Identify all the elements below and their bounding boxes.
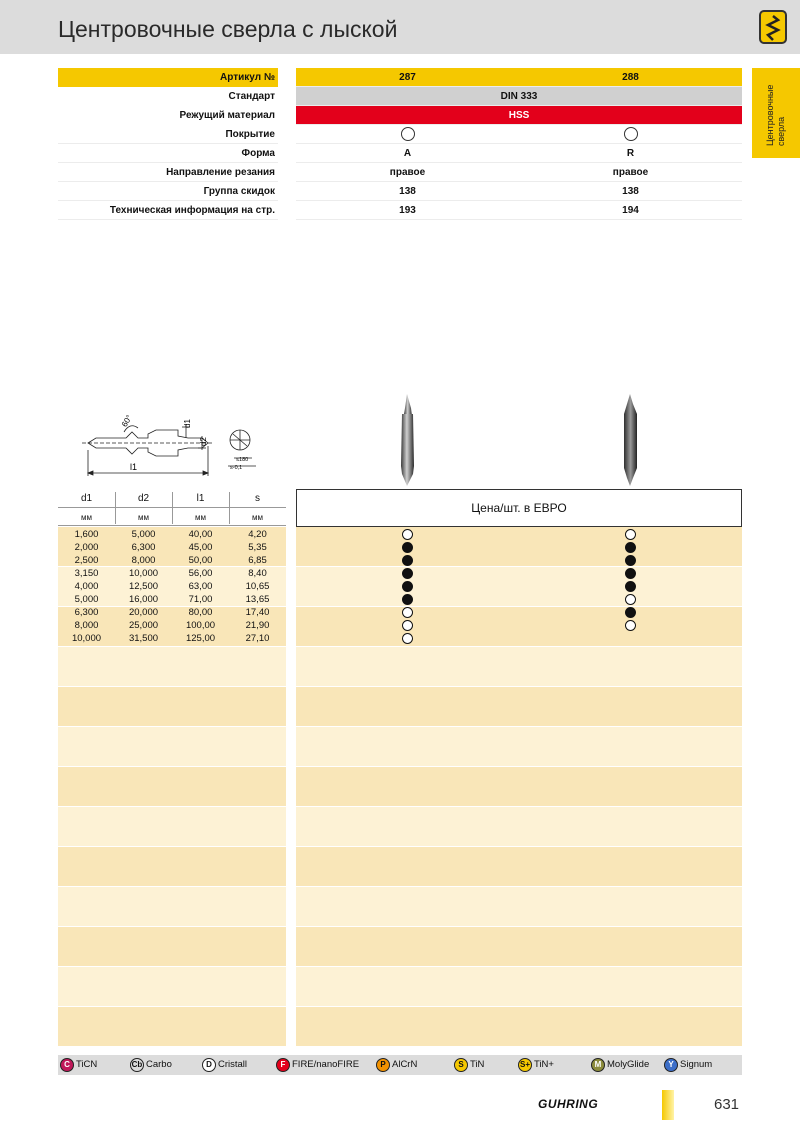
brand-logo: GUHRING [538,1097,599,1111]
cell-d2: 25,000 [128,620,159,631]
cell-l1: 100,00 [185,620,216,631]
coating-badge-icon: D [202,1058,216,1072]
coating-badge-icon: S+ [518,1058,532,1072]
on-request-dot-icon[interactable] [625,620,636,631]
cell-d1: 6,300 [74,607,99,618]
page-title: Центровочные сверла с лыской [58,16,398,42]
cell-s: 8,40 [248,568,267,579]
divider [172,492,173,524]
unit-s: мм [229,509,286,526]
dimension-table-header [58,489,286,527]
cell-d2: 20,000 [128,607,159,618]
cell-l1: 80,00 [188,607,213,618]
cell-d1: 2,000 [74,542,99,553]
standard-value: DIN 333 [500,91,538,102]
techinfo-label: Техническая информация на стр. [109,205,275,216]
standard-label: Стандарт [228,91,275,102]
row-band [296,927,742,966]
row-band [296,727,742,766]
on-request-dot-icon[interactable] [625,529,636,540]
article-row [296,68,742,87]
in-stock-dot-icon[interactable] [625,607,636,618]
discount-288: 138 [622,186,639,197]
table-row [58,619,286,632]
direction-287: правое [389,167,426,178]
coating-legend-item [518,1058,554,1072]
cell-d1: 2,500 [74,555,99,566]
uncoated-ring-icon [624,127,638,141]
cell-d2: 6,300 [131,542,156,553]
coating-name: TiN [470,1059,485,1070]
cell-d1: 1,600 [74,529,99,540]
on-request-dot-icon[interactable] [625,594,636,605]
side-tab[interactable] [752,68,800,158]
dim-note-2: s-0,1 [230,465,243,471]
cell-d1: 10,000 [71,633,102,644]
cell-d1: 5,000 [74,594,99,605]
product-image-287 [392,392,422,488]
table-row [58,554,286,567]
row-band [58,807,286,846]
coating-badge-icon: P [376,1058,390,1072]
form-row [296,144,742,163]
row-band [58,1007,286,1046]
in-stock-dot-icon[interactable] [402,594,413,605]
cell-s: 4,20 [248,529,267,540]
coating-badge-icon: S [454,1058,468,1072]
table-row [58,632,286,645]
form-label: Форма [241,148,275,159]
in-stock-dot-icon[interactable] [625,555,636,566]
angle-label: 60° [119,413,134,429]
row-band [296,767,742,806]
l1-label: l1 [130,462,138,472]
on-request-dot-icon[interactable] [402,607,413,618]
dim-note-1: ≤180 [236,457,249,463]
cell-d1: 8,000 [74,620,99,631]
row-band [296,567,742,606]
row-band [58,727,286,766]
col-header-d1: d1 [58,489,115,508]
col-header-d2: d2 [115,489,172,508]
row-band [296,967,742,1006]
in-stock-dot-icon[interactable] [402,568,413,579]
cell-d2: 16,000 [128,594,159,605]
d1-label: d1 [183,419,192,428]
unit-d2: мм [115,509,172,526]
techinfo-row [296,201,742,220]
in-stock-dot-icon[interactable] [625,542,636,553]
coating-badge-icon: C [60,1058,74,1072]
cell-d2: 12,500 [128,581,159,592]
cell-l1: 45,00 [188,542,213,553]
cell-d2: 5,000 [131,529,156,540]
coating-legend-item [454,1058,484,1072]
row-band [58,647,286,686]
cell-s: 13,65 [245,594,270,605]
cell-s: 5,35 [248,542,267,553]
cell-l1: 71,00 [188,594,213,605]
cell-l1: 56,00 [188,568,213,579]
in-stock-dot-icon[interactable] [625,568,636,579]
article-287[interactable]: 287 [399,72,416,83]
coating-legend-item [202,1058,247,1072]
divider [58,219,278,220]
row-band [296,807,742,846]
brand-accent-bar [662,1090,674,1120]
uncoated-ring-icon [401,127,415,141]
article-label: Артикул № [58,68,278,87]
unit-l1: мм [172,509,229,526]
on-request-dot-icon[interactable] [402,620,413,631]
coating-name: TiCN [76,1059,98,1070]
row-band [58,887,286,926]
cell-s: 27,10 [245,633,270,644]
cell-l1: 125,00 [185,633,216,644]
d2-label: d2 [199,437,208,446]
material-value: HSS [508,110,530,121]
row-band [296,887,742,926]
cell-d1: 3,150 [74,568,99,579]
row-band [58,767,286,806]
product-image-288 [615,392,645,488]
coating-name: Cristall [218,1059,248,1070]
cell-l1: 63,00 [188,581,213,592]
coating-name: FIRE/nanoFIRE [292,1059,360,1070]
direction-288: правое [612,167,649,178]
row-band [296,527,742,566]
techinfo-287[interactable]: 193 [399,205,416,216]
coating-name: MolyGlide [607,1059,650,1070]
divider [229,492,230,524]
coating-name: AlCrN [392,1059,418,1070]
row-band [58,927,286,966]
row-band [296,607,742,646]
discount-287: 138 [399,186,416,197]
cell-d2: 10,000 [128,568,159,579]
price-header: Цена/шт. в ЕВРО [296,489,742,527]
cell-l1: 50,00 [188,555,213,566]
unit-d1: мм [58,509,115,526]
divider [115,492,116,524]
table-row [58,580,286,593]
direction-row [296,163,742,182]
coating-label: Покрытие [225,129,275,140]
coating-legend-item [130,1058,172,1072]
table-row [58,541,286,554]
in-stock-dot-icon[interactable] [402,581,413,592]
row-band [296,1007,742,1046]
cell-s: 10,65 [245,581,270,592]
coating-row [296,125,742,144]
coating-badge-icon: Cb [130,1058,144,1072]
cell-s: 17,40 [245,607,270,618]
form-288: R [626,148,635,159]
table-row [58,606,286,619]
article-288[interactable]: 288 [622,72,639,83]
direction-label: Направление резания [166,167,275,178]
discount-row [296,182,742,201]
coating-badge-icon: M [591,1058,605,1072]
in-stock-dot-icon[interactable] [625,581,636,592]
coating-legend-item [591,1058,649,1072]
col-header-l1: l1 [172,489,229,508]
coating-legend-item [60,1058,97,1072]
form-287: A [403,148,412,159]
material-row [296,106,742,125]
coating-badge-icon: F [276,1058,290,1072]
cell-s: 6,85 [248,555,267,566]
coating-legend-item [276,1058,359,1072]
techinfo-288[interactable]: 194 [622,205,639,216]
material-label: Режущий материал [179,110,275,121]
in-stock-dot-icon[interactable] [402,555,413,566]
standard-row [296,87,742,106]
table-row [58,567,286,580]
on-request-dot-icon[interactable] [402,529,413,540]
cell-l1: 40,00 [188,529,213,540]
col-header-s: s [229,489,286,508]
cell-d1: 4,000 [74,581,99,592]
on-request-dot-icon[interactable] [402,633,413,644]
page-number: 631 [714,1096,740,1113]
cell-d2: 8,000 [131,555,156,566]
side-tab-label: Центровочные сверла [765,84,786,146]
row-band [296,647,742,686]
table-row [58,593,286,606]
row-band [58,847,286,886]
coating-legend-item [664,1058,712,1072]
row-band [296,847,742,886]
technical-drawing [78,410,278,482]
coating-name: Carbo [146,1059,172,1070]
coating-legend [58,1055,742,1075]
coating-name: Signum [680,1059,713,1070]
cell-d2: 31,500 [128,633,159,644]
row-band [58,967,286,1006]
table-row [58,528,286,541]
row-band [296,687,742,726]
cell-s: 21,90 [245,620,270,631]
drill-bit-icon [759,10,787,44]
discount-label: Группа скидок [203,186,275,197]
coating-name: TiN+ [534,1059,554,1070]
row-band [58,687,286,726]
coating-badge-icon: Y [664,1058,678,1072]
coating-legend-item [376,1058,417,1072]
in-stock-dot-icon[interactable] [402,542,413,553]
